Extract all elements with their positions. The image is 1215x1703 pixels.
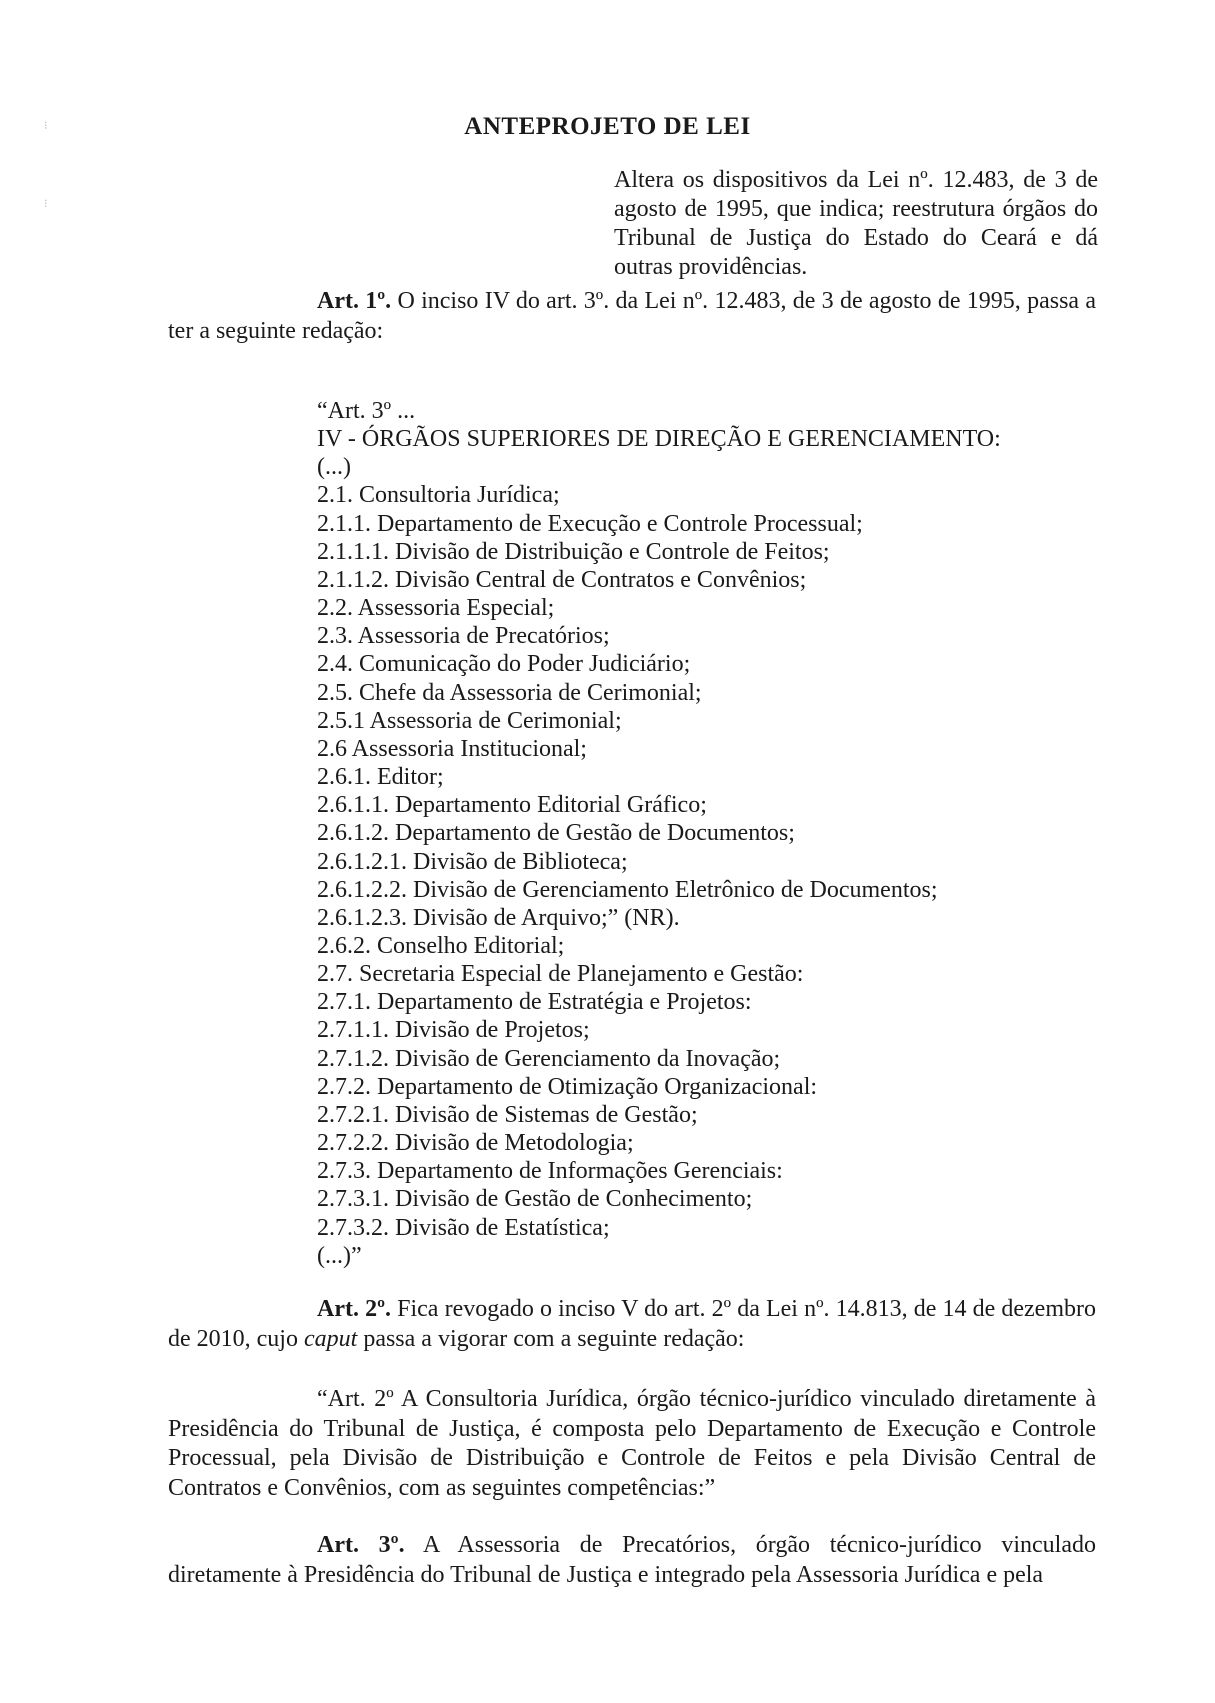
list-item: IV - ÓRGÃOS SUPERIORES DE DIREÇÃO E GERENCIAMENTO: bbox=[317, 426, 1001, 453]
scan-mark: ⁝ bbox=[44, 120, 48, 132]
list-item: 2.6.1.2. Departamento de Gestão de Documentos; bbox=[317, 820, 795, 847]
list-item: 2.1. Consultoria Jurídica; bbox=[317, 482, 560, 509]
article-3-label: Art. 3º. bbox=[317, 1532, 405, 1558]
list-item: (...) bbox=[317, 454, 351, 481]
article-1 bbox=[168, 286, 1096, 346]
article-1-text: O inciso IV do art. 3º. da Lei nº. 12.483, de 3 de agosto de 1995, passa a ter a seguinte redação: bbox=[168, 288, 1096, 344]
list-item: 2.6 Assessoria Institucional; bbox=[317, 735, 587, 762]
list-item: 2.1.1.1. Divisão de Distribuição e Controle de Feitos; bbox=[317, 538, 830, 565]
article-2-text: Fica revogado o inciso V do art. 2º da Lei nº. 14.813, de 14 de dezembro de 2010, cujo bbox=[168, 1296, 1096, 1352]
article-2-text-end: passa a vigorar com a seguinte redação: bbox=[363, 1326, 745, 1352]
list-item: 2.7.2.2. Divisão de Metodologia; bbox=[317, 1130, 634, 1157]
scan-mark: ⁝ bbox=[44, 198, 48, 210]
list-item: 2.7.1.2. Divisão de Gerenciamento da Inovação; bbox=[317, 1045, 781, 1072]
article-3 bbox=[168, 1530, 1096, 1590]
list-item: 2.4. Comunicação do Poder Judiciário; bbox=[317, 651, 691, 678]
list-item: “Art. 3º ... bbox=[317, 398, 416, 424]
list-item: 2.5. Chefe da Assessoria de Cerimonial; bbox=[317, 679, 702, 706]
list-item: 2.7.2. Departamento de Otimização Organizacional: bbox=[317, 1073, 818, 1100]
article-2-italic: caput bbox=[303, 1326, 358, 1352]
list-item: (...)” bbox=[317, 1242, 362, 1269]
list-item: 2.6.1.1. Departamento Editorial Gráfico; bbox=[317, 792, 707, 819]
list-item: 2.6.2. Conselho Editorial; bbox=[317, 932, 565, 959]
list-item: 2.7.2.1. Divisão de Sistemas de Gestão; bbox=[317, 1101, 698, 1128]
article-2-quote: “Art. 2º A Consultoria Jurídica, órgão técnico-jurídico vinculado diretamente à Presidência do Tribunal de Justiça, é composta pelo Departamento de Execução e Controle Processual, pela Divisão de Distribuição e Controle de Feitos e pela Divisão Central de Contratos e Convênios, com as seguintes competências:” bbox=[168, 1386, 1096, 1501]
article-3-text: A Assessoria de Precatórios, órgão técnico-jurídico vinculado diretamente à Presidência do Tribunal de Justiça e integrado pela Assessoria Jurídica e pela bbox=[168, 1532, 1096, 1588]
list-item: 2.6.1. Editor; bbox=[317, 764, 444, 791]
list-item: 2.6.1.2.3. Divisão de Arquivo;” (NR). bbox=[317, 904, 680, 931]
article-1-label: Art. 1º. bbox=[317, 288, 392, 314]
list-item: 2.2. Assessoria Especial; bbox=[317, 595, 555, 622]
list-item: 2.7.3.1. Divisão de Gestão de Conhecimento; bbox=[317, 1186, 753, 1213]
list-item: 2.3. Assessoria de Precatórios; bbox=[317, 623, 610, 650]
list-item: 2.7.3.2. Divisão de Estatística; bbox=[317, 1214, 610, 1241]
list-item: 2.7.3. Departamento de Informações Gerenciais: bbox=[317, 1158, 783, 1185]
ementa: Altera os dispositivos da Lei nº. 12.483, de 3 de agosto de 1995, que indica; reestrutura órgãos do Tribunal de Justiça do Estado do Ceará e dá outras providências. bbox=[614, 167, 1098, 280]
list-item: 2.7. Secretaria Especial de Planejamento e Gestão: bbox=[317, 961, 804, 988]
document-title: ANTEPROJETO DE LEI bbox=[464, 113, 751, 140]
list-item: 2.6.1.2.2. Divisão de Gerenciamento Eletrônico de Documentos; bbox=[317, 876, 938, 903]
list-item: 2.1.1. Departamento de Execução e Controle Processual; bbox=[317, 510, 863, 537]
list-item: 2.5.1 Assessoria de Cerimonial; bbox=[317, 707, 622, 734]
list-item: 2.7.1.1. Divisão de Projetos; bbox=[317, 1017, 590, 1044]
article-2-label: Art. 2º. bbox=[317, 1296, 392, 1322]
list-item: 2.6.1.2.1. Divisão de Biblioteca; bbox=[317, 848, 628, 875]
list-item: 2.1.1.2. Divisão Central de Contratos e Convênios; bbox=[317, 566, 807, 593]
article-1-list bbox=[317, 397, 1097, 1270]
list-item: 2.7.1. Departamento de Estratégia e Projetos: bbox=[317, 989, 752, 1016]
article-2 bbox=[168, 1294, 1096, 1354]
